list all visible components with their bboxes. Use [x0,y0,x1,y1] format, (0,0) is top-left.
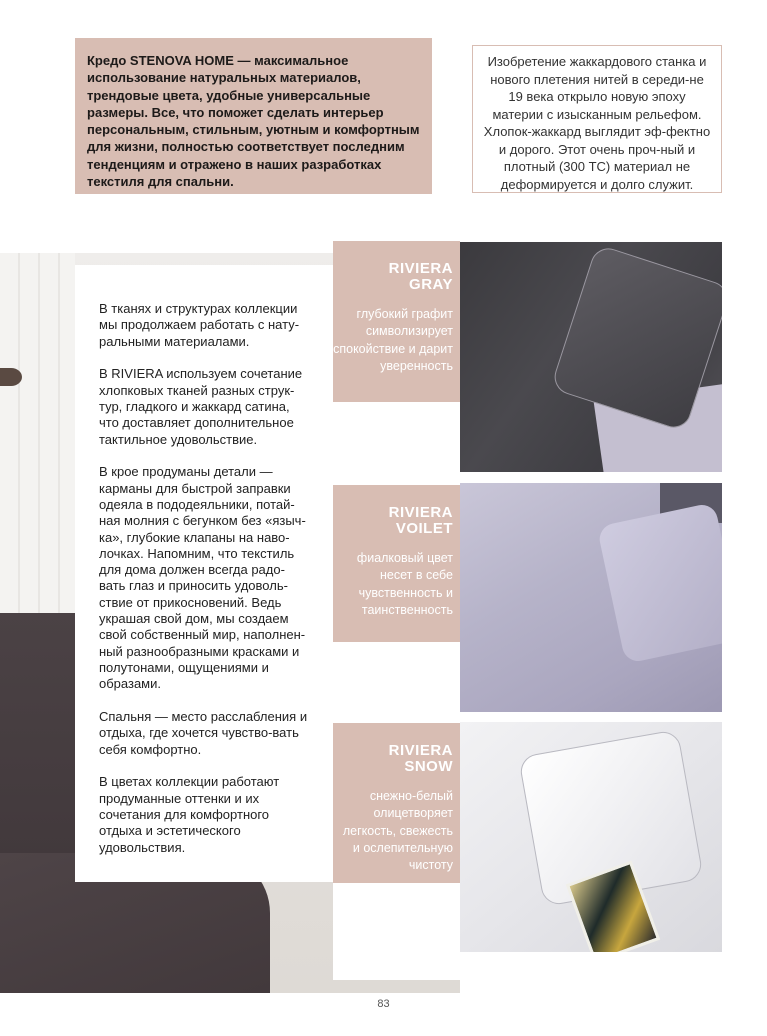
collection-description: фиалковый цвет несет в себе чувственность и таинственность [356,551,453,617]
bedside-lamp [0,368,22,386]
collection-tag-gray [333,241,460,402]
body-paragraph: В RIVIERA используем сочетание хлопковых тканей разных струк-тур, гладкого и жаккард сатина, что доставляет дополнительное тактильное удовольствие. [99,366,303,447]
credo-box [75,38,432,194]
body-paragraph: В тканях и структурах коллекции мы продолжаем работать с нату-ральными материалами. [99,301,300,349]
collection-title: RIVIERA [388,260,453,277]
jacquard-intro-box [472,45,722,193]
credo-text: Кредо STENOVA HOME — максимальное использование натуральных материалов, трендовые цвета, удобные универсальные размеры. Все, что поможет сделать интерьер персональным, стильным, уютным и комфортным для жизни, полностью соответствует последним тенденциям и отражено в наших разработках текстиля для спальни. [87,53,420,190]
photo-riviera-gray [460,242,722,472]
window-radiator-area [0,253,75,673]
collection-subtitle: VOILET [395,520,453,537]
violet-pillow [597,502,722,664]
collection-description: глубокий графит символизирует спокойствие и дарит уверенность [333,307,453,373]
collection-title: RIVIERA [388,742,453,759]
collection-subtitle: SNOW [404,758,453,775]
body-text-panel [75,265,333,882]
photo-riviera-snow [460,722,722,952]
collection-description: снежно-белый олицетворяет легкость, свежесть и ослепительную чистоту [342,789,453,873]
body-paragraph: Спальня — место расслабления и отдыха, где хочется чувство-вать себя комфортно. [99,709,308,757]
photo-riviera-violet [460,483,722,712]
collection-subtitle: GRAY [409,276,453,293]
intro-text: Изобретение жаккардового станка и нового плетения нитей в середи-не 19 века открыло новую эпоху материи с изысканным рельефом. Хлопок-жаккард выглядит эф-фектно и дорого. Этот очень проч-ный и плотный (300 ТС) материал не деформируется и долго служит. [483,54,711,192]
page-number: 83 [377,998,390,1010]
body-paragraph: В цветах коллекции работают продуманные оттенки и их сочетания для комфортного отдыха и эстетического удовольствия. [99,774,280,855]
collection-tag-violet [333,485,460,642]
body-paragraph: В крое продуманы детали — карманы для быстрой заправки одеяла в пододеяльники, потай-ная молния с бегунком без «языч-ка», глубокие клапаны на наво-лочках. Напомним, что текстиль для дома должен всегда радо-вать глаз и приносить удоволь-ствие от прикосновений. Ведь украшая свой дом, мы создаем свой собственный мир, наполнен-ный разнообразными красками и полутонами, ощущениями и образами. [99,464,306,692]
collection-title: RIVIERA [388,504,453,521]
collection-tag-snow [333,723,460,883]
